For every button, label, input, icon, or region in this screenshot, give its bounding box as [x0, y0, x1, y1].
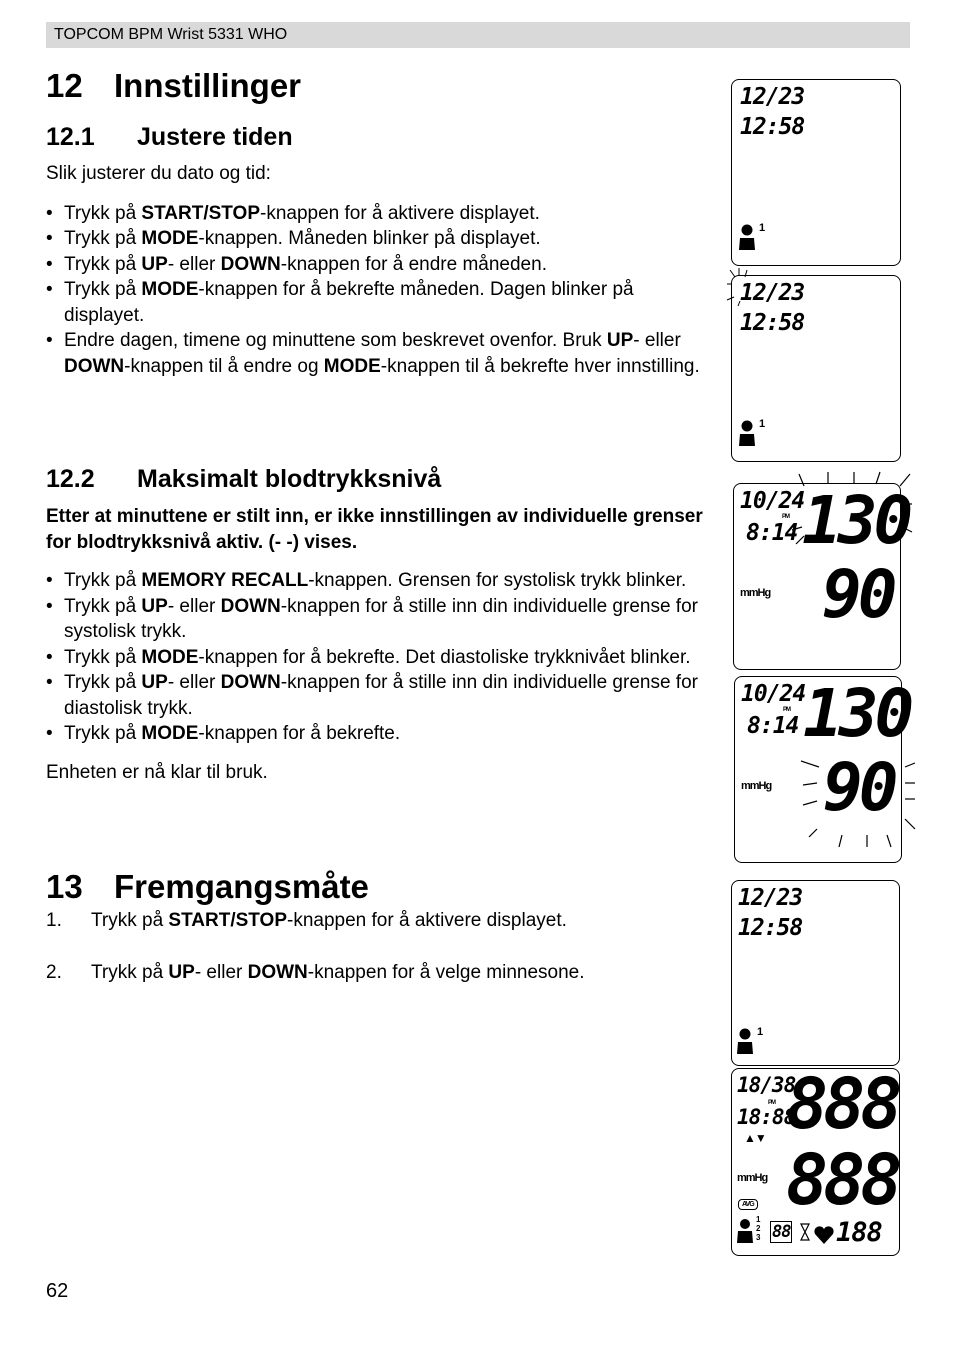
text-run: -knappen for å endre måneden. [280, 253, 547, 275]
text-run: - eller [167, 595, 221, 617]
heart-icon [814, 1226, 836, 1246]
outro-text: Enheten er nå klar til bruk. [46, 761, 268, 783]
lcd-time: 8:14 [747, 713, 799, 739]
subsection-number: 12.2 [46, 465, 95, 493]
text-run: Trykk på [64, 595, 142, 617]
bold-term: UP [168, 961, 195, 983]
lcd-date: 10/24 [740, 488, 805, 514]
bold-term: DOWN [247, 961, 308, 983]
user-icon [737, 416, 777, 456]
unit-label: mmHg [741, 780, 772, 792]
systolic-value: 888 [786, 1063, 898, 1145]
text-run: Trykk på [64, 202, 142, 224]
lcd-time: 18:88 [737, 1105, 796, 1129]
intro-text: Slik justerer du dato og tid: [46, 163, 271, 184]
section-12-2-body [46, 504, 711, 785]
list-item [46, 645, 711, 671]
section-title: Innstillinger [114, 67, 302, 104]
steps-list [46, 908, 711, 985]
arrow-icons: ▲▼ [744, 1131, 766, 1145]
pm-indicator: PM [782, 514, 789, 520]
text-run: Trykk på [64, 570, 142, 591]
lcd-time: 12:58 [738, 915, 803, 941]
list-item [46, 568, 711, 594]
section-13-body [46, 908, 711, 985]
bold-term: START/STOP [168, 910, 288, 931]
text-run: -knappen for å stille inn din individuelle grense for diastolisk trykk. [64, 672, 698, 719]
text-run: -knappen for å aktivere displayet. [287, 910, 567, 931]
bold-term: DOWN [220, 672, 281, 693]
bullet-list [46, 568, 711, 747]
text-run: - eller [167, 253, 221, 275]
user-numbers: 1 2 3 [756, 1215, 760, 1242]
diastolic-value: 888 [786, 1139, 898, 1221]
step-text [91, 962, 585, 983]
bold-term: UP [141, 595, 168, 617]
text-run: -knappen for å bekrefte. Det diastoliske trykknivået blinker. [198, 646, 691, 668]
bold-term: MODE [141, 279, 199, 300]
lcd-display-systolic-limit [733, 482, 910, 670]
bold-term: DOWN [220, 595, 281, 617]
lcd-date: 18/38 [737, 1073, 796, 1097]
text-run: Trykk på [64, 228, 142, 249]
diastolic-value: 90 [822, 556, 894, 633]
text-run: -knappen. Grensen for systolisk trykk blinker. [308, 570, 687, 591]
lcd-display-all-segments [731, 1063, 900, 1256]
text-run: -knappen for å bekrefte måneden. Dagen blinker på displayet. [64, 279, 634, 326]
systolic-value: 130 [803, 675, 911, 752]
list-item [46, 721, 711, 747]
text-run: Trykk på [64, 646, 142, 668]
user-icon [735, 1024, 775, 1064]
lcd-date: 12/23 [740, 84, 805, 110]
list-item [46, 908, 711, 934]
lead-text: Etter at minuttene er stilt inn, er ikke innstillingen av individuelle grenser for blodtrykksnivå aktiv. (- -) vises. [46, 506, 703, 553]
pulse-value: 188 [836, 1217, 882, 1248]
document-header: TOPCOM BPM Wrist 5331 WHO [46, 22, 910, 48]
text-run: Trykk på [64, 253, 142, 275]
systolic-value: 130 [802, 482, 910, 559]
subsection-number: 12.1 [46, 123, 95, 151]
hourglass-icon [800, 1223, 812, 1245]
lcd-time: 12:58 [740, 310, 805, 336]
section-12-1-body [46, 161, 711, 379]
unit-label: mmHg [740, 587, 771, 599]
step-number: 2. [46, 961, 62, 983]
text-run: -knappen til å endre og [124, 355, 324, 377]
list-item [46, 252, 711, 278]
text-run: - eller [167, 672, 221, 693]
list-item [46, 670, 711, 721]
user-number: 1 [757, 1026, 763, 1038]
bold-term: UP [141, 253, 168, 275]
section-title: Fremgangsmåte [114, 868, 369, 905]
pm-indicator: PM [768, 1100, 775, 1106]
list-item [46, 594, 711, 645]
step-number: 1. [46, 910, 62, 931]
bold-term: MODE [141, 723, 199, 744]
text-run: Trykk på [64, 672, 142, 693]
memory-number: 88 [772, 1222, 791, 1242]
lcd-display-month-blink [731, 275, 901, 462]
user-icon [737, 220, 777, 260]
lcd-date: 10/24 [741, 681, 806, 707]
bullet-list [46, 201, 711, 380]
user-number: 1 [759, 418, 765, 430]
diastolic-value: 90 [823, 749, 895, 826]
text-run: Trykk på [64, 723, 142, 744]
bold-term: MODE [141, 228, 199, 249]
lcd-display-start [731, 880, 900, 1066]
lcd-date: 12/23 [738, 885, 803, 911]
bold-term: START/STOP [141, 202, 261, 224]
lcd-time: 12:58 [740, 114, 805, 140]
section-13-heading [46, 867, 369, 907]
text-run: -knappen for å stille inn din individuelle grense for systolisk trykk. [64, 595, 698, 642]
list-item [46, 960, 711, 986]
text-run: -knappen. Måneden blinker på displayet. [198, 228, 541, 249]
text-run: -knappen for å aktivere displayet. [260, 202, 540, 224]
bold-term: DOWN [64, 355, 125, 377]
text-run: -knappen for å velge minnesone. [307, 961, 585, 983]
text-run: Trykk på [91, 961, 169, 983]
list-item [46, 201, 711, 227]
pm-indicator: PM [783, 707, 790, 713]
lcd-date: 12/23 [740, 280, 805, 306]
lcd-display-time [731, 79, 901, 266]
text-run: Endre dagen, timene og minuttene som beskrevet ovenfor. Bruk [64, 330, 607, 351]
subsection-title: Maksimalt blodtrykksnivå [137, 465, 442, 493]
section-number: 12 [46, 67, 83, 104]
section-12-2-heading [46, 464, 441, 494]
section-12-1-heading [46, 122, 293, 152]
bold-term: MODE [141, 646, 199, 668]
avg-badge: AVG [738, 1199, 758, 1210]
text-run: - eller [633, 330, 681, 351]
bold-term: MODE [323, 355, 381, 377]
list-item [46, 277, 711, 328]
text-run: -knappen til å bekrefte hver innstilling. [380, 355, 700, 377]
subsection-title: Justere tiden [137, 123, 293, 151]
bold-term: UP [141, 672, 168, 693]
section-12-heading [46, 66, 301, 106]
lcd-time: 8:14 [746, 520, 798, 546]
text-run: Trykk på [64, 279, 142, 300]
bold-term: DOWN [220, 253, 281, 275]
unit-label: mmHg [737, 1172, 768, 1184]
bold-term: UP [606, 330, 634, 351]
page-number: 62 [46, 1280, 69, 1302]
step-text [91, 910, 567, 931]
lcd-display-diastolic-limit [734, 675, 911, 863]
user-number: 1 [759, 222, 765, 234]
list-item [46, 226, 711, 252]
section-number: 13 [46, 868, 83, 905]
list-item [46, 328, 711, 379]
bold-term: MEMORY RECALL [141, 570, 309, 591]
text-run: Trykk på [91, 910, 169, 931]
text-run: - eller [194, 961, 248, 983]
text-run: -knappen for å bekrefte. [198, 723, 401, 744]
